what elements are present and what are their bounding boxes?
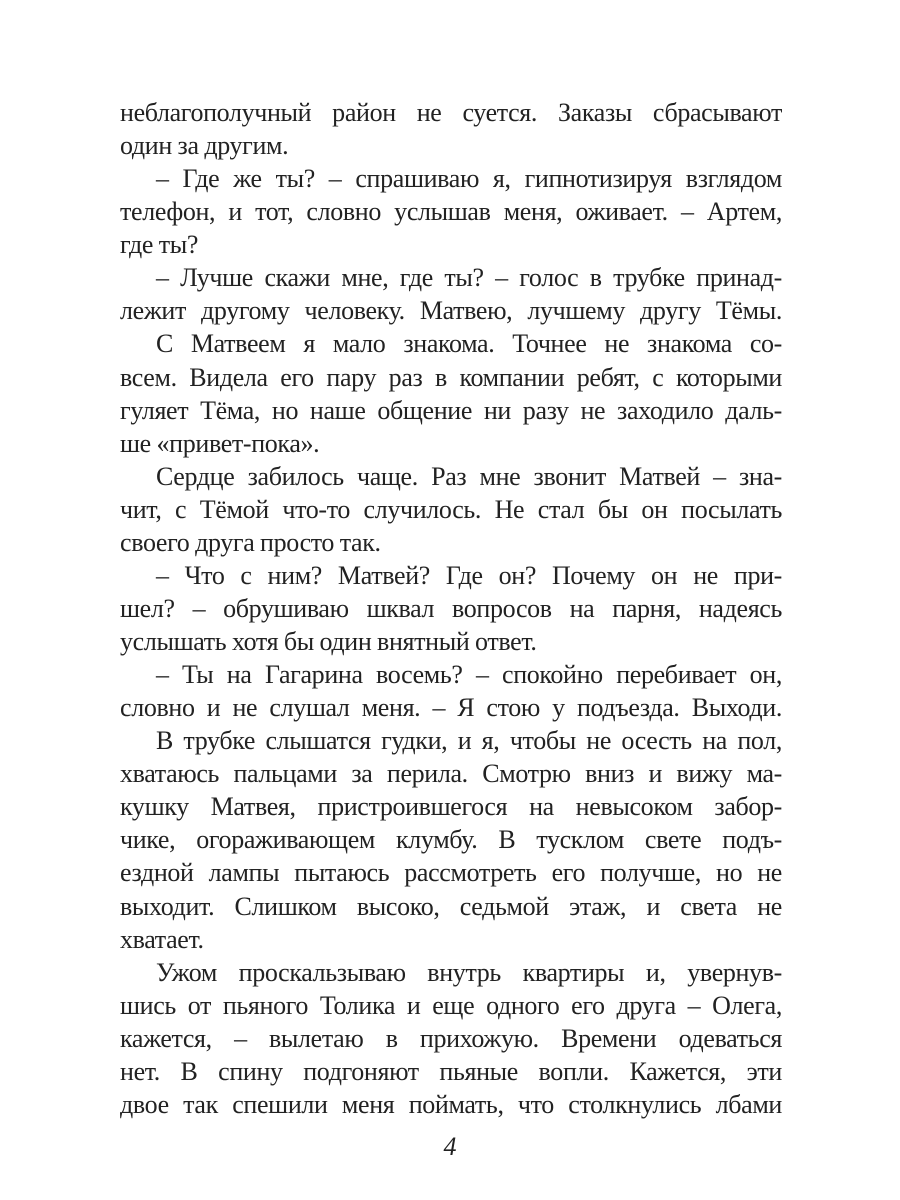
text-line: С Матвеем я мало знакома. Точнее не знакома со- xyxy=(156,329,782,359)
text-line: выходит. Слишком высоко, седьмой этаж, и света не xyxy=(120,891,782,921)
page-number: 4 xyxy=(443,1132,457,1161)
text-line: кушку Матвея, пристроившегося на невысоком забор- xyxy=(120,792,782,822)
text-line: хватает. xyxy=(120,924,204,954)
text-line: – Лучше скажи мне, где ты? – голос в трубке принад- xyxy=(156,263,782,293)
text-line: словно и не слушал меня. – Я стою у подъезда. Выходи. xyxy=(120,693,782,723)
text-line: где ты? xyxy=(120,230,199,260)
text-line: двое так спешили меня поймать, что столкнулись лбами xyxy=(120,1089,782,1119)
text-line: своего друга просто так. xyxy=(120,527,381,557)
text-line: услышать хотя бы один внятный ответ. xyxy=(120,627,537,656)
text-line: чит, с Тёмой что-то случилось. Не стал бы он посылать xyxy=(120,494,782,524)
text-line: гуляет Тёма, но наше общение ни разу не заходило даль- xyxy=(120,395,782,425)
text-line: ше «привет-пока». xyxy=(120,428,320,458)
text-line: кажется, – вылетаю в прихожую. Времени одеваться xyxy=(120,1023,782,1053)
text-line: – Ты на Гагарина восемь? – спокойно перебивает он, xyxy=(156,660,782,690)
text-line: телефон, и тот, словно услышав меня, оживает. – Артем, xyxy=(120,197,782,227)
text-line: неблагополучный район не суется. Заказы сбрасывают xyxy=(120,98,782,127)
text-line: один за другим. xyxy=(120,131,289,161)
text-line: шись от пьяного Толика и еще одного его друга – Олега, xyxy=(120,990,782,1020)
text-line: шел? – обрушиваю шквал вопросов на парня, надеясь xyxy=(120,593,782,623)
text-line: ездной лампы пытаюсь рассмотреть его получше, но не xyxy=(120,858,782,888)
text-line: В трубке слышатся гудки, и я, чтобы не осесть на пол, xyxy=(156,726,782,756)
text-line: нет. В спину подгоняют пьяные вопли. Кажется, эти xyxy=(120,1056,782,1086)
text-line: чике, огораживающем клумбу. В тусклом свете подъ- xyxy=(120,825,782,855)
text-line: Ужом проскальзываю внутрь квартиры и, увернув- xyxy=(156,957,782,987)
text-line: – Где же ты? – спрашиваю я, гипнотизируя взглядом xyxy=(156,164,782,194)
text-line: Сердце забилось чаще. Раз мне звонит Матвей – зна- xyxy=(156,461,782,491)
text-line: – Что с ним? Матвей? Где он? Почему он не при- xyxy=(156,560,782,590)
text-line: хватаюсь пальцами за перила. Смотрю вниз и вижу ма- xyxy=(120,759,782,789)
text-line: лежит другому человеку. Матвею, лучшему другу Тёмы. xyxy=(120,296,782,326)
text-line: всем. Видела его пару раз в компании ребят, с которыми xyxy=(120,362,782,392)
book-page-text xyxy=(120,96,782,1121)
